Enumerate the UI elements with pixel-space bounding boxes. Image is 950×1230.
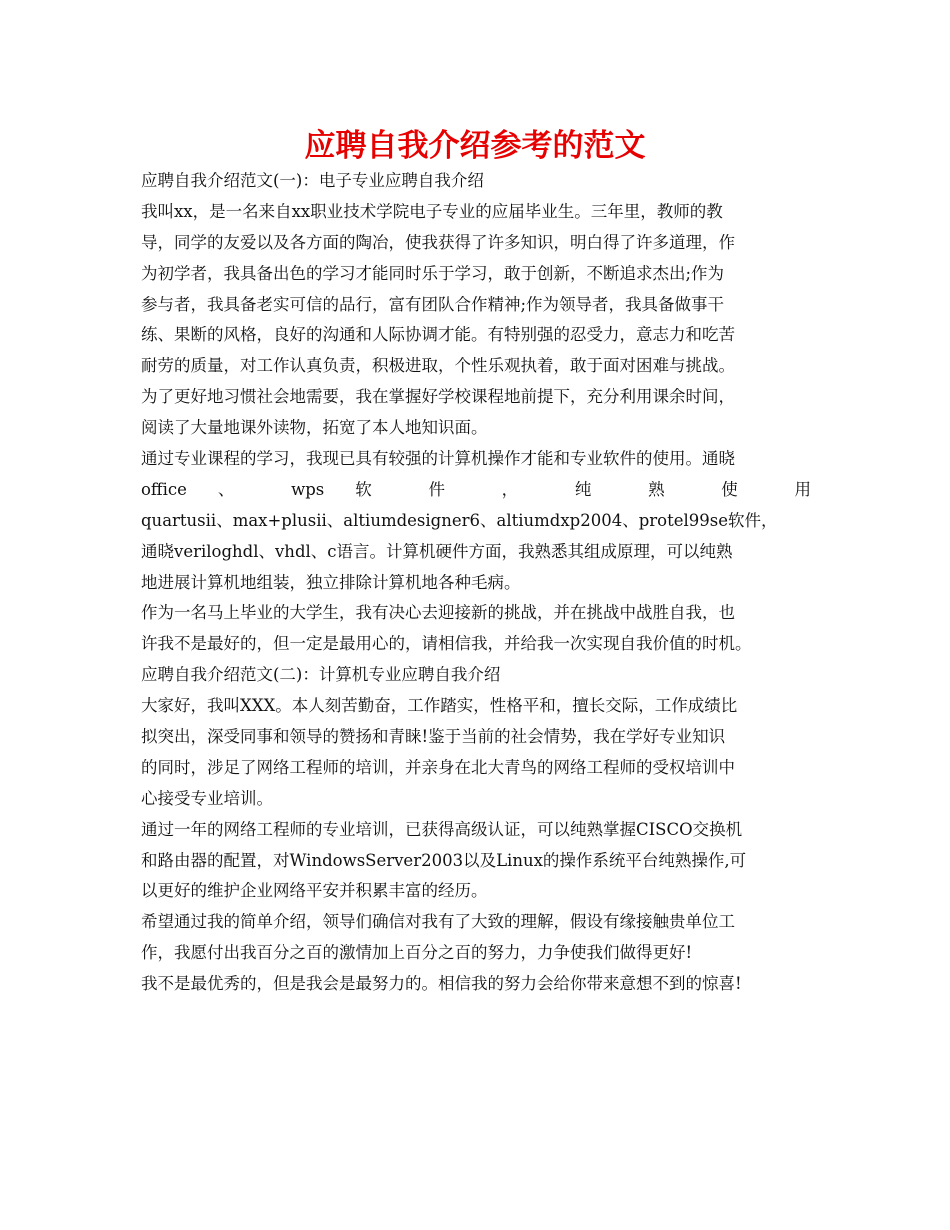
- paragraph-line: 为初学者，我具备出色的学习才能同时乐于学习，敢于创新，不断追求杰出;作为: [141, 263, 725, 283]
- paragraph-line-justified: office 、 wps 软 件 ， 纯 熟 使 用: [141, 479, 811, 499]
- paragraph-line: 阅读了大量地课外读物，拓宽了本人地知识面。: [141, 418, 488, 438]
- paragraph-line: 参与者，我具备老实可信的品行，富有团队合作精神;作为领导者，我具备做事干: [141, 294, 725, 314]
- paragraph-line: 为了更好地习惯社会地需要，我在掌握好学校课程地前提下，充分利用课余时间，: [141, 387, 735, 407]
- paragraph-line: 耐劳的质量，对工作认真负责，积极进取，个性乐观执着，敢于面对困难与挑战。: [141, 356, 735, 376]
- paragraph-line: 通过一年的网络工程师的专业培训，已获得高级认证，可以纯熟掌握CISCO交换机: [141, 819, 743, 839]
- paragraph-line: 通晓veriloghdl、vhdl、c语言。计算机硬件方面，我熟悉其组成原理，可以纯熟: [141, 541, 733, 561]
- paragraph-line: 练、果断的风格，良好的沟通和人际协调才能。有特别强的忍受力，意志力和吃苦: [141, 325, 735, 345]
- paragraph-line: 我不是最优秀的，但是我会是最努力的。相信我的努力会给你带来意想不到的惊喜!: [141, 974, 742, 994]
- paragraph-line: quartusii、max+plusii、altiumdesigner6、altiumdxp2004、protel99se软件，: [141, 510, 778, 530]
- paragraph-line: 我叫xx，是一名来自xx职业技术学院电子专业的应届毕业生。三年里，教师的教: [141, 201, 723, 221]
- paragraph-line: 地进展计算机地组装，独立排除计算机地各种毛病。: [141, 572, 521, 592]
- paragraph-line: 的同时，涉足了网络工程师的培训，并亲身在北大青鸟的网络工程师的受权培训中: [141, 757, 735, 777]
- document-body: [141, 166, 811, 1000]
- paragraph-line: 通过专业课程的学习，我现已具有较强的计算机操作才能和专业软件的使用。通晓: [141, 449, 735, 469]
- paragraph-line: 拟突出，深受同事和领导的赞扬和青睐!鉴于当前的社会情势，我在学好专业知识: [141, 727, 726, 747]
- section-heading: 应聘自我介绍范文(二)：计算机专业应聘自我介绍: [141, 665, 501, 685]
- paragraph-line: 作，我愿付出我百分之百的激情加上百分之百的努力，力争使我们做得更好!: [141, 943, 693, 963]
- paragraph-line: 大家好，我叫XXX。本人刻苦勤奋，工作踏实，性格平和，擅长交际，工作成绩比: [141, 696, 738, 716]
- document-title: 应聘自我介绍参考的范文: [304, 128, 646, 164]
- paragraph-line: 导，同学的友爱以及各方面的陶冶，使我获得了许多知识，明白得了许多道理，作: [141, 232, 735, 252]
- paragraph-line: 心接受专业培训。: [141, 788, 273, 808]
- paragraph-line: 希望通过我的简单介绍，领导们确信对我有了大致的理解，假设有缘接触贵单位工: [141, 912, 735, 932]
- paragraph-line: 以更好的维护企业网络平安并积累丰富的经历。: [141, 881, 488, 901]
- section-heading: 应聘自我介绍范文(一)：电子专业应聘自我介绍: [141, 171, 484, 190]
- paragraph-line: 和路由器的配置，对WindowsServer2003以及Linux的操作系统平台纯熟操作,可: [141, 850, 747, 870]
- paragraph-line: 许我不是最好的，但一定是最用心的，请相信我，并给我一次实现自我价值的时机。: [141, 634, 752, 654]
- paragraph-line: 作为一名马上毕业的大学生，我有决心去迎接新的挑战，并在挑战中战胜自我，也: [141, 603, 735, 623]
